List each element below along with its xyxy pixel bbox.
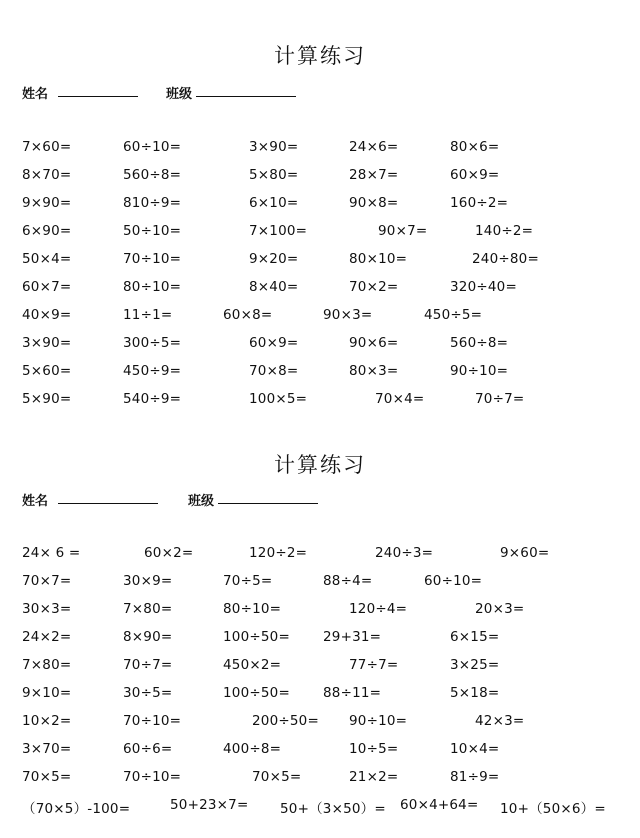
- problem: 450÷5=: [424, 307, 483, 323]
- problem: 50+（3×50）=: [280, 801, 386, 817]
- problem: 80×3=: [349, 363, 399, 379]
- problem: 450÷9=: [123, 363, 182, 379]
- problem: 30×3=: [22, 601, 72, 617]
- problem: 9×60=: [500, 545, 550, 561]
- problem: 100÷50=: [223, 685, 290, 701]
- problem: 70÷10=: [123, 713, 182, 729]
- problem: 810÷9=: [123, 195, 182, 211]
- problem: 60×7=: [22, 279, 72, 295]
- problem: 60×8=: [223, 307, 273, 323]
- problem: 9×10=: [22, 685, 72, 701]
- problem: 50+23×7=: [170, 797, 249, 813]
- problem: 160÷2=: [450, 195, 509, 211]
- problem: 3×90=: [22, 335, 72, 351]
- problem: 400÷8=: [223, 741, 282, 757]
- problem: 3×70=: [22, 741, 72, 757]
- problem: 8×40=: [249, 279, 299, 295]
- problem: 70×2=: [349, 279, 399, 295]
- sheet2-name-label: 姓名: [22, 494, 49, 509]
- problem: 88÷4=: [323, 573, 373, 589]
- sheet2-title: 计算练习: [274, 453, 366, 477]
- problem: 3×90=: [249, 139, 299, 155]
- problem: 6×15=: [450, 629, 500, 645]
- problem: 70×7=: [22, 573, 72, 589]
- problem: 80×6=: [450, 139, 500, 155]
- problem: 8×90=: [123, 629, 173, 645]
- problem: （70×5）-100=: [22, 801, 131, 817]
- problem: 30×9=: [123, 573, 173, 589]
- problem: 120÷4=: [349, 601, 408, 617]
- problem: 60÷10=: [123, 139, 182, 155]
- problem: 10×2=: [22, 713, 72, 729]
- problem: 70×8=: [249, 363, 299, 379]
- problem: 70÷5=: [223, 573, 273, 589]
- problem: 90×7=: [378, 223, 428, 239]
- problem: 80×10=: [349, 251, 408, 267]
- problem: 3×25=: [450, 657, 500, 673]
- problem: 240÷80=: [472, 251, 539, 267]
- problem: 5×60=: [22, 363, 72, 379]
- problem: 80÷10=: [223, 601, 282, 617]
- sheet2-class-blank[interactable]: [218, 503, 318, 504]
- problem: 50×4=: [22, 251, 72, 267]
- problem: 100×5=: [249, 391, 308, 407]
- problem: 10×4=: [450, 741, 500, 757]
- problem: 60×9=: [249, 335, 299, 351]
- problem: 10+（50×6）=: [500, 801, 606, 817]
- problem: 450×2=: [223, 657, 282, 673]
- problem: 120÷2=: [249, 545, 308, 561]
- problem: 28×7=: [349, 167, 399, 183]
- problem: 90÷10=: [450, 363, 509, 379]
- problem: 81÷9=: [450, 769, 500, 785]
- problem: 540÷9=: [123, 391, 182, 407]
- problem: 60÷10=: [424, 573, 483, 589]
- problem: 70÷10=: [123, 769, 182, 785]
- problem: 9×90=: [22, 195, 72, 211]
- problem: 70×5=: [252, 769, 302, 785]
- problem: 8×70=: [22, 167, 72, 183]
- problem: 80÷10=: [123, 279, 182, 295]
- problem: 70÷7=: [123, 657, 173, 673]
- problem: 240÷3=: [375, 545, 434, 561]
- problem: 29+31=: [323, 629, 382, 645]
- sheet1-name-label: 姓名: [22, 87, 49, 102]
- problem: 100÷50=: [223, 629, 290, 645]
- problem: 70×4=: [375, 391, 425, 407]
- problem: 24×6=: [349, 139, 399, 155]
- problem: 88÷11=: [323, 685, 382, 701]
- problem: 30÷5=: [123, 685, 173, 701]
- problem: 200÷50=: [252, 713, 319, 729]
- sheet1-class-blank[interactable]: [196, 96, 296, 97]
- problem: 42×3=: [475, 713, 525, 729]
- problem: 9×20=: [249, 251, 299, 267]
- problem: 90×6=: [349, 335, 399, 351]
- problem: 70÷7=: [475, 391, 525, 407]
- problem: 24×2=: [22, 629, 72, 645]
- problem: 90×3=: [323, 307, 373, 323]
- problem: 50÷10=: [123, 223, 182, 239]
- problem: 20×3=: [475, 601, 525, 617]
- problem: 7×80=: [22, 657, 72, 673]
- problem: 5×90=: [22, 391, 72, 407]
- problem: 40×9=: [22, 307, 72, 323]
- problem: 90×8=: [349, 195, 399, 211]
- problem: 24× 6 =: [22, 545, 81, 561]
- problem: 560÷8=: [123, 167, 182, 183]
- problem: 60×9=: [450, 167, 500, 183]
- problem: 560÷8=: [450, 335, 509, 351]
- sheet2-name-blank[interactable]: [58, 503, 158, 504]
- problem: 10÷5=: [349, 741, 399, 757]
- sheet1-title: 计算练习: [274, 44, 366, 68]
- problem: 60×2=: [144, 545, 194, 561]
- problem: 60×4+64=: [400, 797, 479, 813]
- problem: 70÷10=: [123, 251, 182, 267]
- problem: 7×100=: [249, 223, 308, 239]
- problem: 140÷2=: [475, 223, 534, 239]
- problem: 5×18=: [450, 685, 500, 701]
- problem: 60÷6=: [123, 741, 173, 757]
- sheet1-name-blank[interactable]: [58, 96, 138, 97]
- problem: 90÷10=: [349, 713, 408, 729]
- problem: 7×80=: [123, 601, 173, 617]
- problem: 21×2=: [349, 769, 399, 785]
- problem: 11÷1=: [123, 307, 173, 323]
- problem: 300÷5=: [123, 335, 182, 351]
- problem: 6×90=: [22, 223, 72, 239]
- sheet1-class-label: 班级: [166, 87, 193, 102]
- sheet2-class-label: 班级: [188, 494, 215, 509]
- problem: 5×80=: [249, 167, 299, 183]
- problem: 6×10=: [249, 195, 299, 211]
- problem: 77÷7=: [349, 657, 399, 673]
- problem: 70×5=: [22, 769, 72, 785]
- problem: 7×60=: [22, 139, 72, 155]
- problem: 320÷40=: [450, 279, 517, 295]
